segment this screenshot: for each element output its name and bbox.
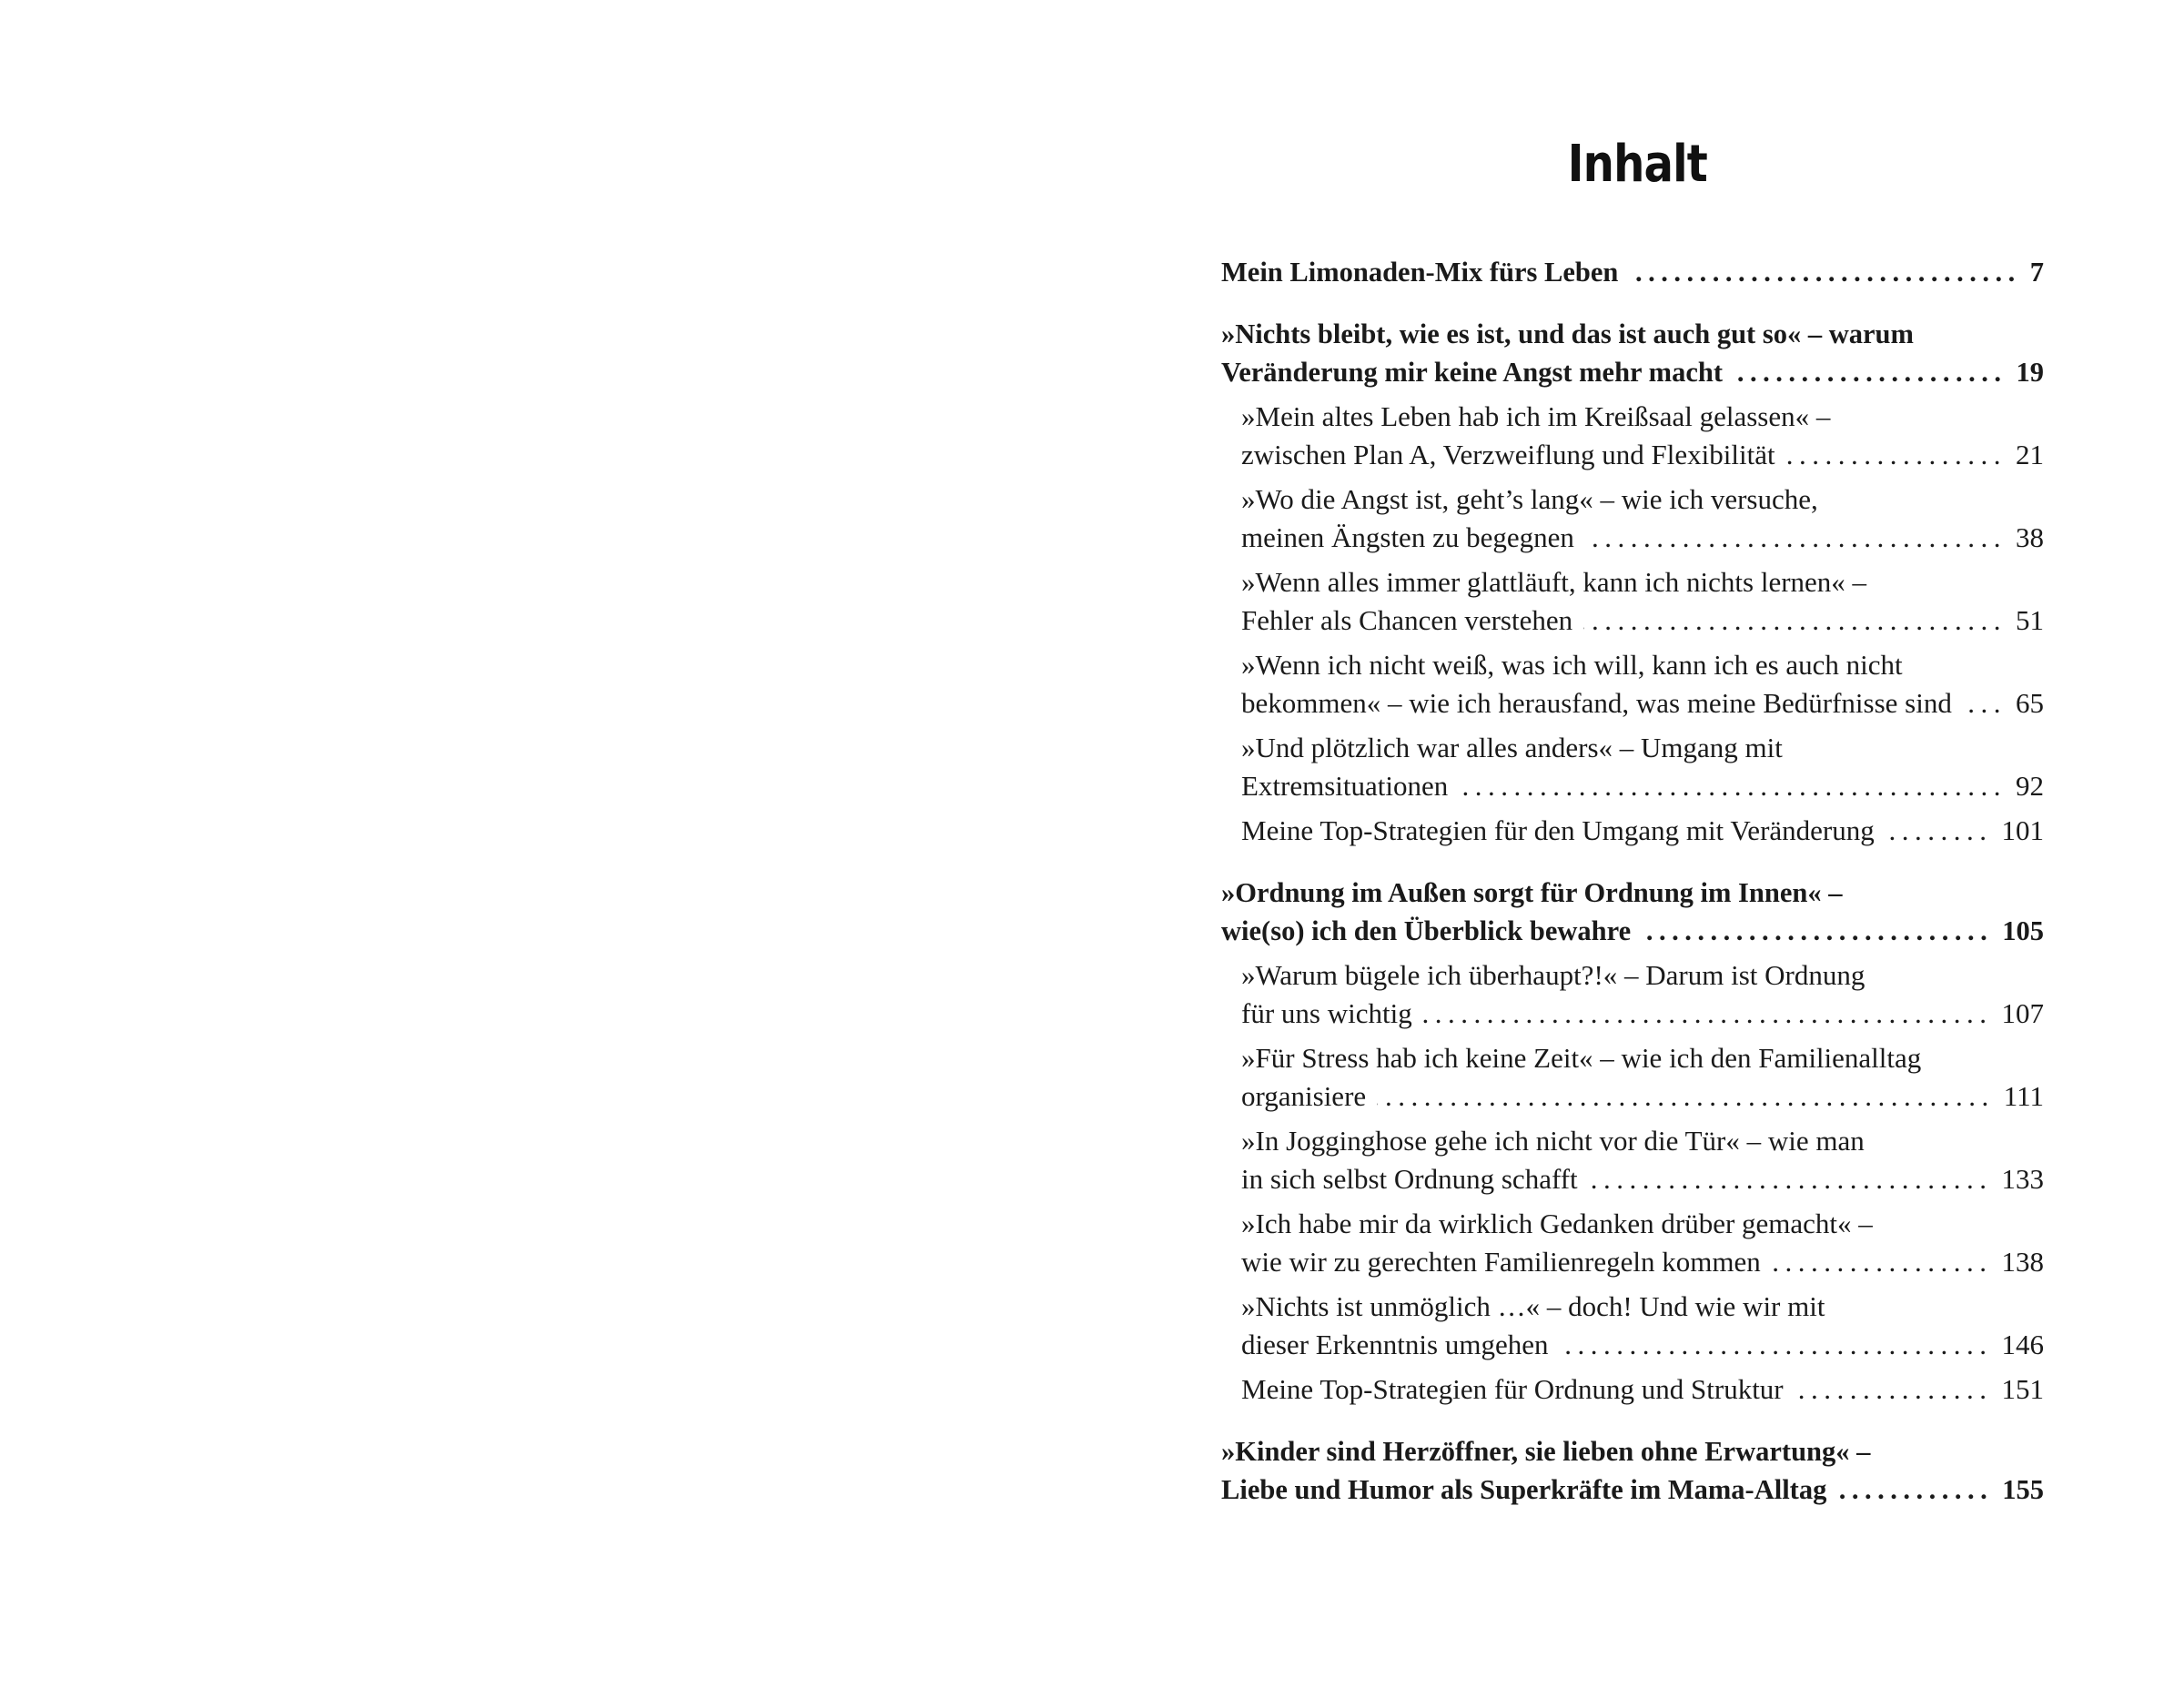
leader-dots	[1377, 1077, 1995, 1116]
toc-entry-title-line2: meinen Ängsten zu begegnen	[1241, 521, 1574, 553]
toc-page-number: 101	[2001, 814, 2044, 846]
table-of-contents	[1221, 253, 2044, 1509]
toc-entry-title: Meine Top-Strategien für Ordnung und Struktur	[1241, 1373, 1784, 1405]
leader-dots	[1459, 767, 2007, 805]
leader-dots	[1772, 1243, 1993, 1281]
toc-page-number: 51	[2016, 604, 2044, 636]
toc-page-number: 65	[2016, 687, 2044, 719]
toc-page-number: 111	[2003, 1080, 2044, 1112]
toc-entry-section	[1221, 398, 2044, 474]
toc-page-number: 155	[2002, 1474, 2044, 1505]
leader-dots	[1795, 1370, 1993, 1409]
toc-entry-section	[1221, 956, 2044, 1033]
toc-entry-title-line1: »Ich habe mir da wirklich Gedanken drüber gemacht« –	[1241, 1208, 1873, 1239]
toc-page-number: 151	[2001, 1373, 2044, 1405]
toc-entry-section	[1221, 646, 2044, 723]
toc-entry-title-line1: »Wenn ich nicht weiß, was ich will, kann ich es auch nicht	[1241, 649, 1903, 681]
toc-entry-title-line1: »Nichts ist unmöglich …« – doch! Und wie wir mit	[1241, 1290, 1825, 1322]
toc-entry-title-line1: »Wenn alles immer glattläuft, kann ich nichts lernen« –	[1241, 566, 1867, 598]
toc-entry-chapter	[1221, 874, 2044, 950]
toc-entry-section	[1221, 812, 2044, 850]
toc-page-number: 105	[2002, 915, 2044, 946]
toc-entry-chapter	[1221, 253, 2044, 291]
leader-dots	[1786, 436, 2007, 474]
toc-entry-section	[1221, 1039, 2044, 1116]
right-page-contents	[1092, 0, 2184, 1698]
leader-dots	[1886, 812, 1993, 850]
toc-page-number: 107	[2001, 997, 2044, 1029]
leader-dots	[1629, 253, 2020, 291]
toc-entry-title-line2: organisiere	[1241, 1080, 1367, 1112]
toc-entry-chapter	[1221, 315, 2044, 391]
leader-dots	[1589, 1160, 1993, 1198]
toc-entry-title-line1: »In Jogginghose gehe ich nicht vor die Tür« – wie man	[1241, 1125, 1865, 1157]
toc-entry-title-line1: »Warum bügele ich überhaupt?!« – Darum ist Ordnung	[1241, 959, 1866, 991]
toc-entry-title: Meine Top-Strategien für den Umgang mit Veränderung	[1241, 814, 1875, 846]
toc-entry-title-line2: Fehler als Chancen verstehen	[1241, 604, 1573, 636]
toc-page-number: 19	[2016, 357, 2044, 388]
toc-entry-title-line2: Liebe und Humor als Superkräfte im Mama-Alltag	[1221, 1474, 1827, 1505]
toc-entry-title-line2: dieser Erkenntnis umgehen	[1241, 1329, 1549, 1360]
toc-entry-title-line1: »Und plötzlich war alles anders« – Umgang mit	[1241, 732, 1783, 763]
toc-entry-title-line1: »Ordnung im Außen sorgt für Ordnung im Innen« –	[1221, 877, 1843, 908]
page-title: Inhalt	[1567, 135, 1707, 194]
leader-dots	[1585, 519, 2007, 557]
leader-dots	[1837, 1471, 1993, 1509]
toc-page-number: 21	[2016, 439, 2044, 470]
toc-page-number: 92	[2016, 770, 2044, 802]
leader-dots	[1423, 995, 1993, 1033]
toc-page-number: 7	[2029, 257, 2044, 288]
leader-dots	[1963, 684, 2007, 723]
toc-entry-title-line2: zwischen Plan A, Verzweiflung und Flexibilität	[1241, 439, 1775, 470]
toc-page-number: 38	[2016, 521, 2044, 553]
toc-page-number: 133	[2001, 1163, 2044, 1195]
toc-entry-title-line1: »Mein altes Leben hab ich im Kreißsaal gelassen« –	[1241, 400, 1831, 432]
toc-entry-chapter	[1221, 1432, 2044, 1509]
toc-entry-section	[1221, 1288, 2044, 1364]
toc-entry-section	[1221, 1370, 2044, 1409]
toc-entry-title-line1: »Wo die Angst ist, geht’s lang« – wie ich versuche,	[1241, 483, 1818, 515]
toc-entry-title-line2: für uns wichtig	[1241, 997, 1412, 1029]
leader-dots	[1559, 1326, 1992, 1364]
toc-entry-title-line1: »Für Stress hab ich keine Zeit« – wie ich den Familienalltag	[1241, 1042, 1922, 1074]
toc-entry-title-line2: Veränderung mir keine Angst mehr macht	[1221, 357, 1723, 388]
toc-entry-title: Mein Limonaden-Mix fürs Leben	[1221, 257, 1619, 288]
leader-dots	[1734, 353, 2007, 391]
toc-entry-section	[1221, 1122, 2044, 1198]
toc-entry-section	[1221, 1205, 2044, 1281]
toc-page-number: 138	[2001, 1246, 2044, 1278]
toc-entry-title-line1: »Kinder sind Herzöffner, sie lieben ohne Erwartung« –	[1221, 1436, 1871, 1467]
toc-entry-title-line2: wie wir zu gerechten Familienregeln kommen	[1241, 1246, 1761, 1278]
toc-entry-section	[1221, 729, 2044, 805]
toc-entry-section	[1221, 563, 2044, 640]
toc-entry-title-line2: wie(so) ich den Überblick bewahre	[1221, 915, 1632, 946]
leader-dots	[1583, 601, 2007, 640]
toc-entry-title-line2: bekommen« – wie ich herausfand, was meine Bedürfnisse sind	[1241, 687, 1952, 719]
toc-entry-title-line2: in sich selbst Ordnung schafft	[1241, 1163, 1578, 1195]
toc-entry-title-line2: Extremsituationen	[1241, 770, 1449, 802]
toc-page-number: 146	[2001, 1329, 2044, 1360]
toc-entry-title-line1: »Nichts bleibt, wie es ist, und das ist auch gut so« – warum	[1221, 318, 1914, 349]
leader-dots	[1642, 912, 1993, 950]
toc-entry-section	[1221, 480, 2044, 557]
